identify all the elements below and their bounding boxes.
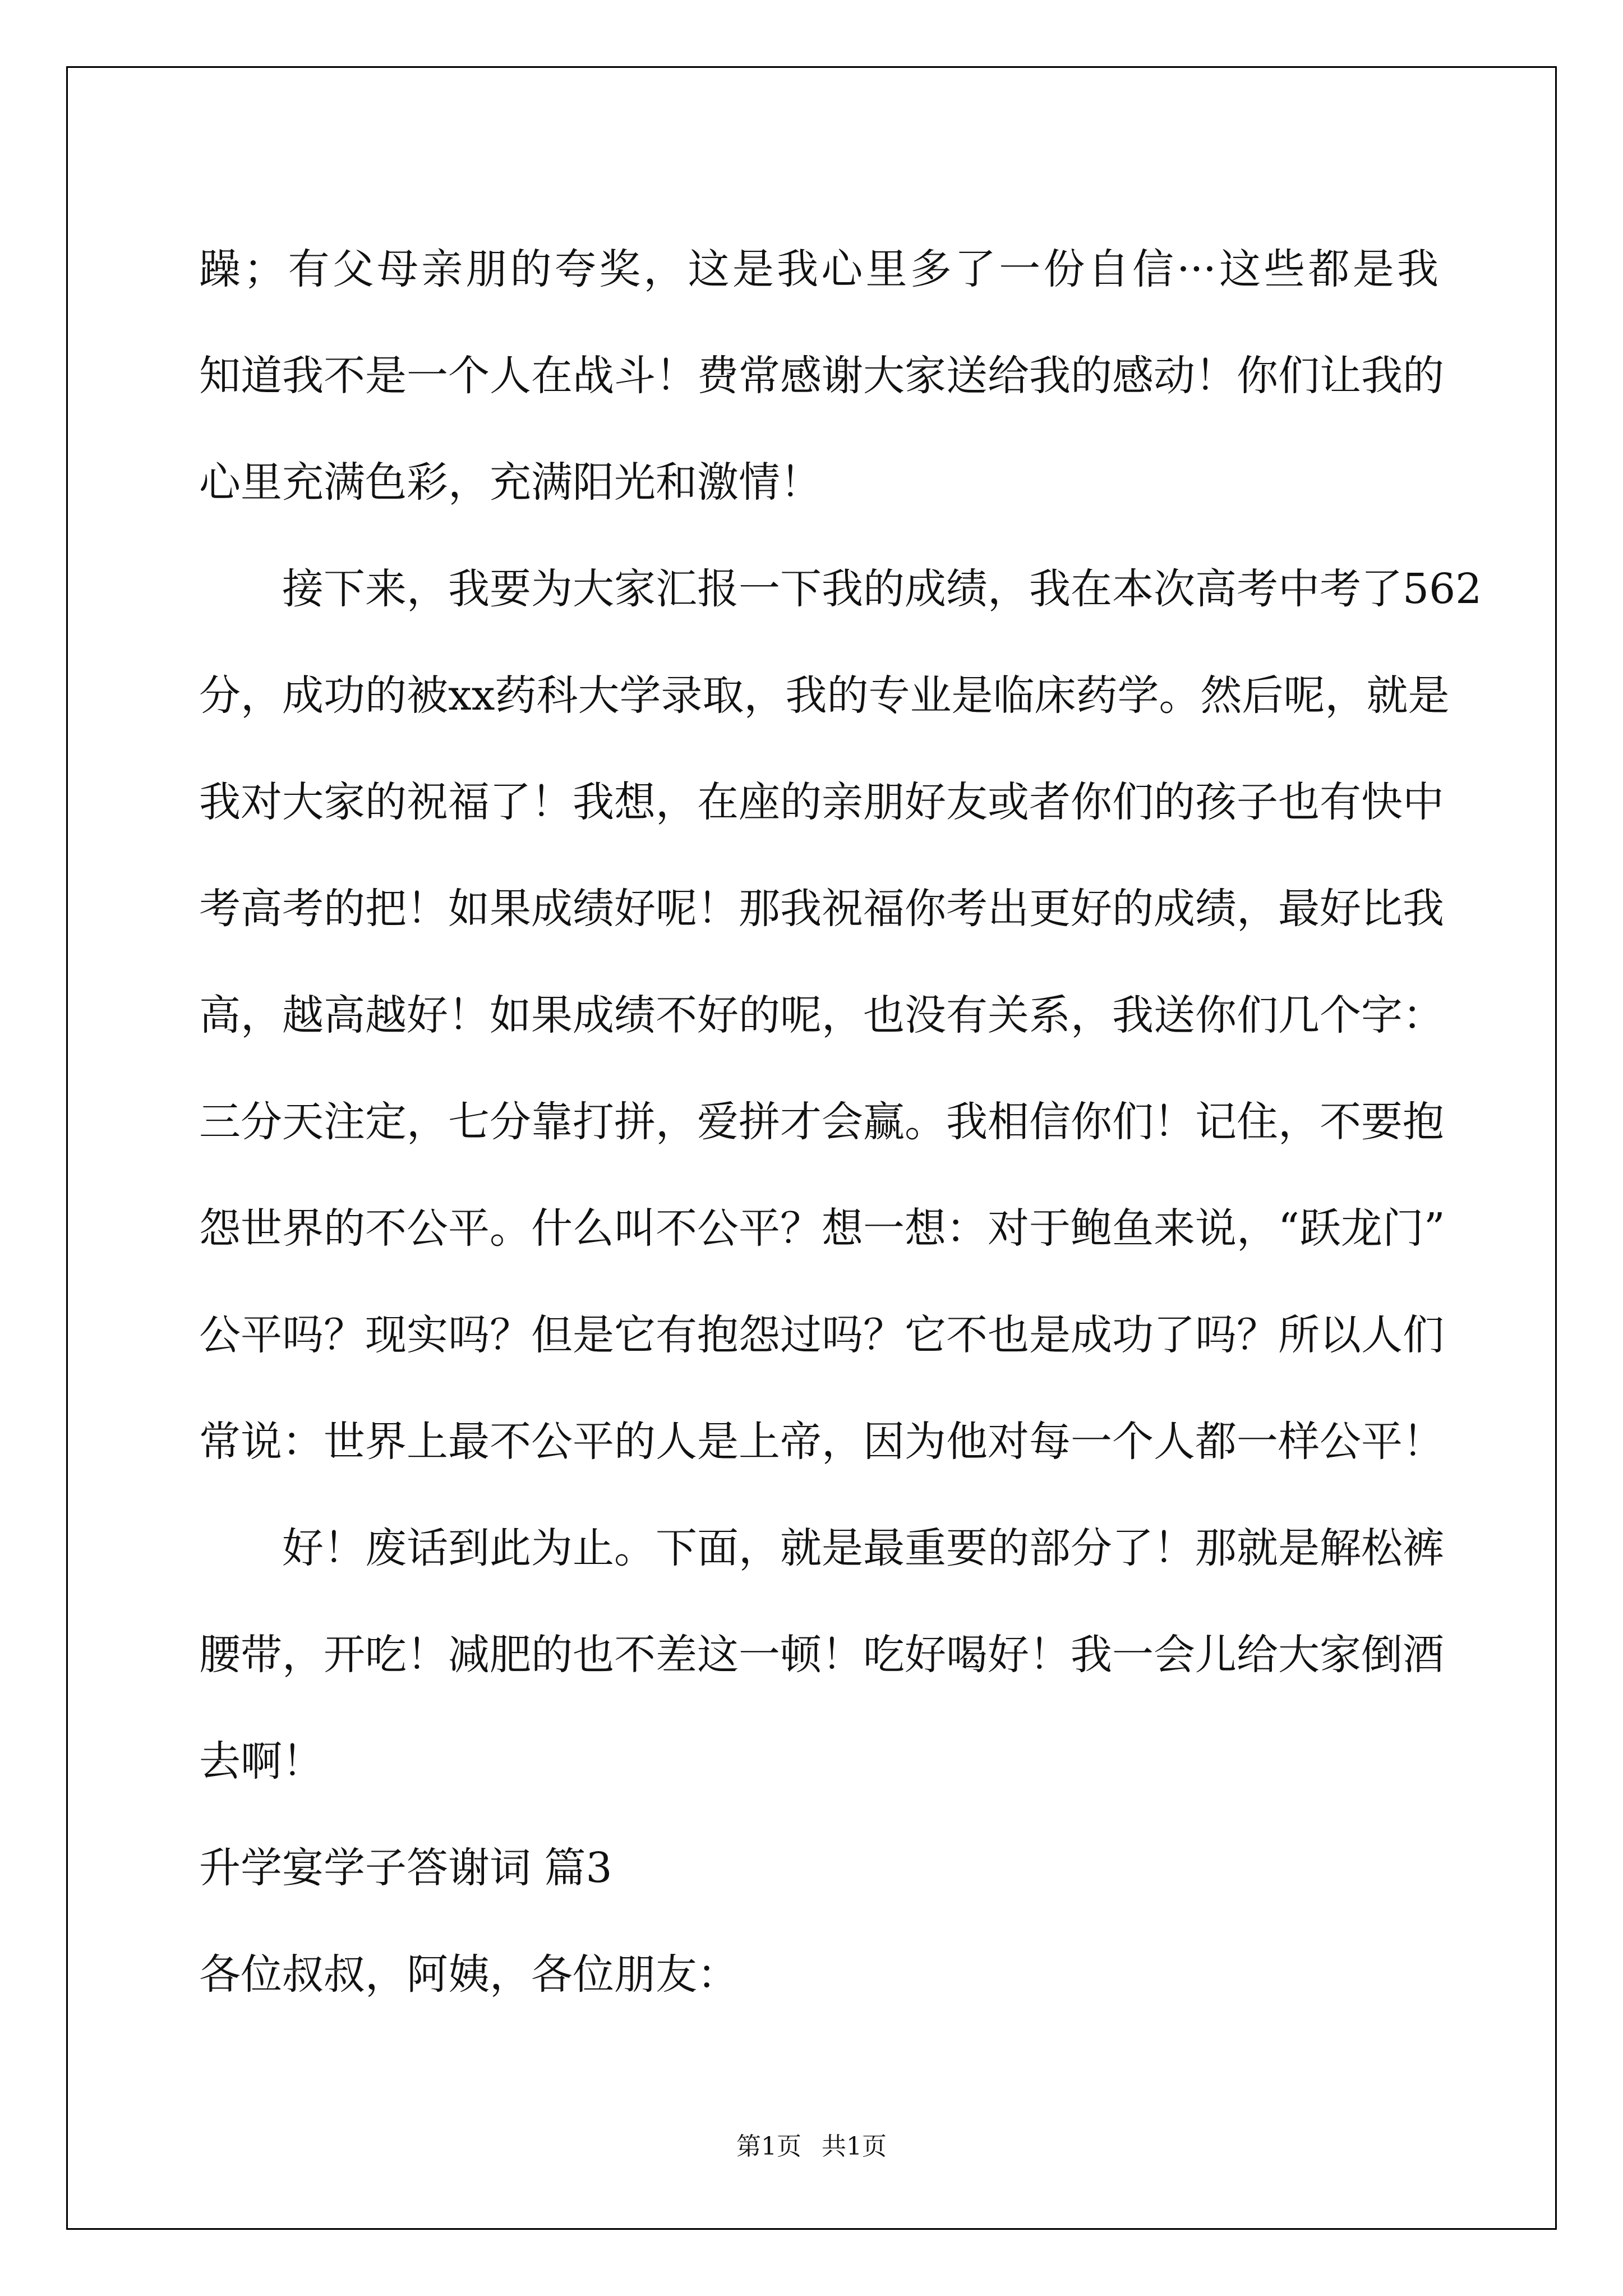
page-total: 共1页 (822, 2132, 887, 2161)
text-line-2: 知道我不是一个人在战斗！费常感谢大家送给我的感动！你们让我的 (199, 352, 1444, 400)
text-line-15: 去啊！ (199, 1737, 324, 1786)
text-line-9: 三分天注定，七分靠打拼，爱拼才会赢。我相信你们！记住，不要抱 (199, 1098, 1444, 1146)
text-line-5: 分，成功的被xx药科大学录取，我的专业是临床药学。然后呢，就是 (199, 671, 1450, 720)
page-number: 第1页 (736, 2132, 801, 2161)
text-line-10: 怨世界的不公平。什么叫不公平？想一想：对于鲍鱼来说，“跃龙门” (199, 1204, 1445, 1253)
text-line-11: 公平吗？现实吗？但是它有抱怨过吗？它不也是成功了吗？所以人们 (199, 1311, 1444, 1359)
text-line-6: 我对大家的祝福了！我想，在座的亲朋好友或者你们的孩子也有快中 (199, 778, 1444, 826)
page-footer (0, 2126, 1623, 2162)
text-line-12: 常说：世界上最不公平的人是上帝，因为他对每一个人都一样公平！ (199, 1418, 1444, 1466)
text-line-14: 腰带，开吃！减肥的也不差这一顿！吃好喝好！我一会儿给大家倒酒 (199, 1631, 1444, 1679)
text-line-8: 高，越高越好！如果成绩不好的呢，也没有关系，我送你们几个字： (199, 991, 1444, 1039)
text-line-4: 接下来，我要为大家汇报一下我的成绩，我在本次高考中考了562 (282, 565, 1482, 613)
text-line-3: 心里充满色彩，充满阳光和激情！ (199, 458, 822, 507)
document-body (199, 216, 1482, 2028)
text-line-1: 躁；有父母亲朋的夸奖，这是我心里多了一份自信···这些都是我 (199, 245, 1438, 293)
text-line-13: 好！废话到此为止。下面，就是最重要的部分了！那就是解松裤 (282, 1524, 1444, 1572)
salutation-line: 各位叔叔，阿姨，各位朋友： (199, 1950, 739, 1999)
text-line-7: 考高考的把！如果成绩好呢！那我祝福你考出更好的成绩，最好比我 (199, 885, 1444, 933)
section-heading: 升学宴学子答谢词 篇3 (199, 1844, 612, 1892)
